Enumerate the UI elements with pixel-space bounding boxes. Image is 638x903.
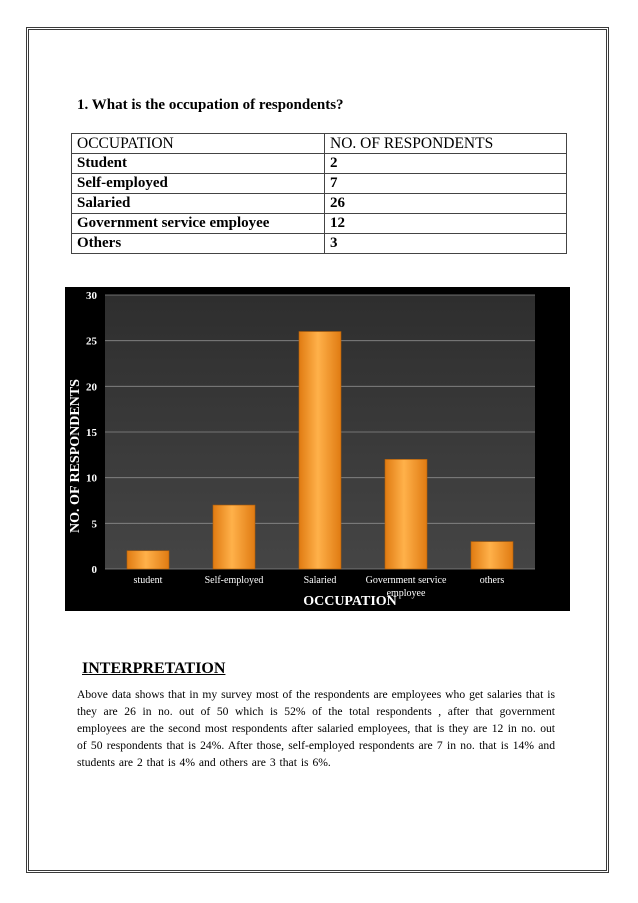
interpretation-title: INTERPRETATION xyxy=(82,660,226,677)
table-cell: 7 xyxy=(325,174,567,194)
table-cell: 26 xyxy=(325,194,567,214)
x-axis-title: OCCUPATION xyxy=(303,594,397,609)
interpretation-line: government employees are the second most respondents after salaried employees, that is they xyxy=(77,705,555,735)
table-row xyxy=(72,234,567,254)
interpretation-line: in no. that is 14% and students are 2 that is 4% and others are 3 that is 6%. xyxy=(77,739,555,769)
table-cell: Self-employed xyxy=(72,174,325,194)
y-tick-label: 15 xyxy=(86,427,97,439)
chart-svg xyxy=(65,287,570,611)
interpretation-line: that is they are 26 in no. out of 50 which is 52% of the total respondents , after that xyxy=(77,688,555,718)
bar xyxy=(299,332,341,569)
table-row xyxy=(72,174,567,194)
bar xyxy=(127,551,169,569)
y-tick-label: 10 xyxy=(86,472,97,485)
y-tick-label: 0 xyxy=(91,564,97,576)
table-cell: Others xyxy=(72,234,325,254)
x-tick-label: Government service xyxy=(365,575,447,586)
x-tick-label: employee xyxy=(386,588,426,599)
table-row xyxy=(72,214,567,234)
bar xyxy=(213,505,255,569)
occupation-bar-chart xyxy=(65,287,570,611)
x-tick-label: Salaried xyxy=(303,575,337,586)
x-tick-label: others xyxy=(479,575,505,586)
x-tick-label: student xyxy=(133,575,163,586)
bar xyxy=(385,459,427,569)
y-tick-label: 20 xyxy=(86,381,97,394)
y-axis-title: NO. OF RESPONDENTS xyxy=(68,379,83,533)
interpretation-line: are 12 in no. out of 50 respondents that is 24%. After those, self-employed respondents are 7 xyxy=(77,722,556,752)
question-heading: 1. What is the occupation of respondents? xyxy=(77,97,344,113)
table-cell: 3 xyxy=(325,234,567,254)
y-tick-label: 25 xyxy=(86,335,97,348)
occupation-table xyxy=(71,133,567,254)
table-cell: Student xyxy=(72,154,325,174)
table-row xyxy=(72,194,567,214)
bar xyxy=(471,542,513,569)
y-tick-label: 5 xyxy=(91,518,97,531)
table-header-cell: NO. OF RESPONDENTS xyxy=(325,134,567,154)
table-cell: Salaried xyxy=(72,194,325,214)
x-tick-label: Self-employed xyxy=(204,575,264,586)
table-cell: 2 xyxy=(325,154,567,174)
y-tick-label: 30 xyxy=(86,290,97,302)
table-cell: 12 xyxy=(325,214,567,234)
table-row xyxy=(72,154,567,174)
table-header-cell: OCCUPATION xyxy=(72,134,325,154)
table-header-row xyxy=(72,134,567,154)
table-cell: Government service employee xyxy=(72,214,325,234)
interpretation-line: Above data shows that in my survey most of the respondents are employees who get salaries xyxy=(77,688,522,701)
interpretation-body xyxy=(77,686,555,771)
